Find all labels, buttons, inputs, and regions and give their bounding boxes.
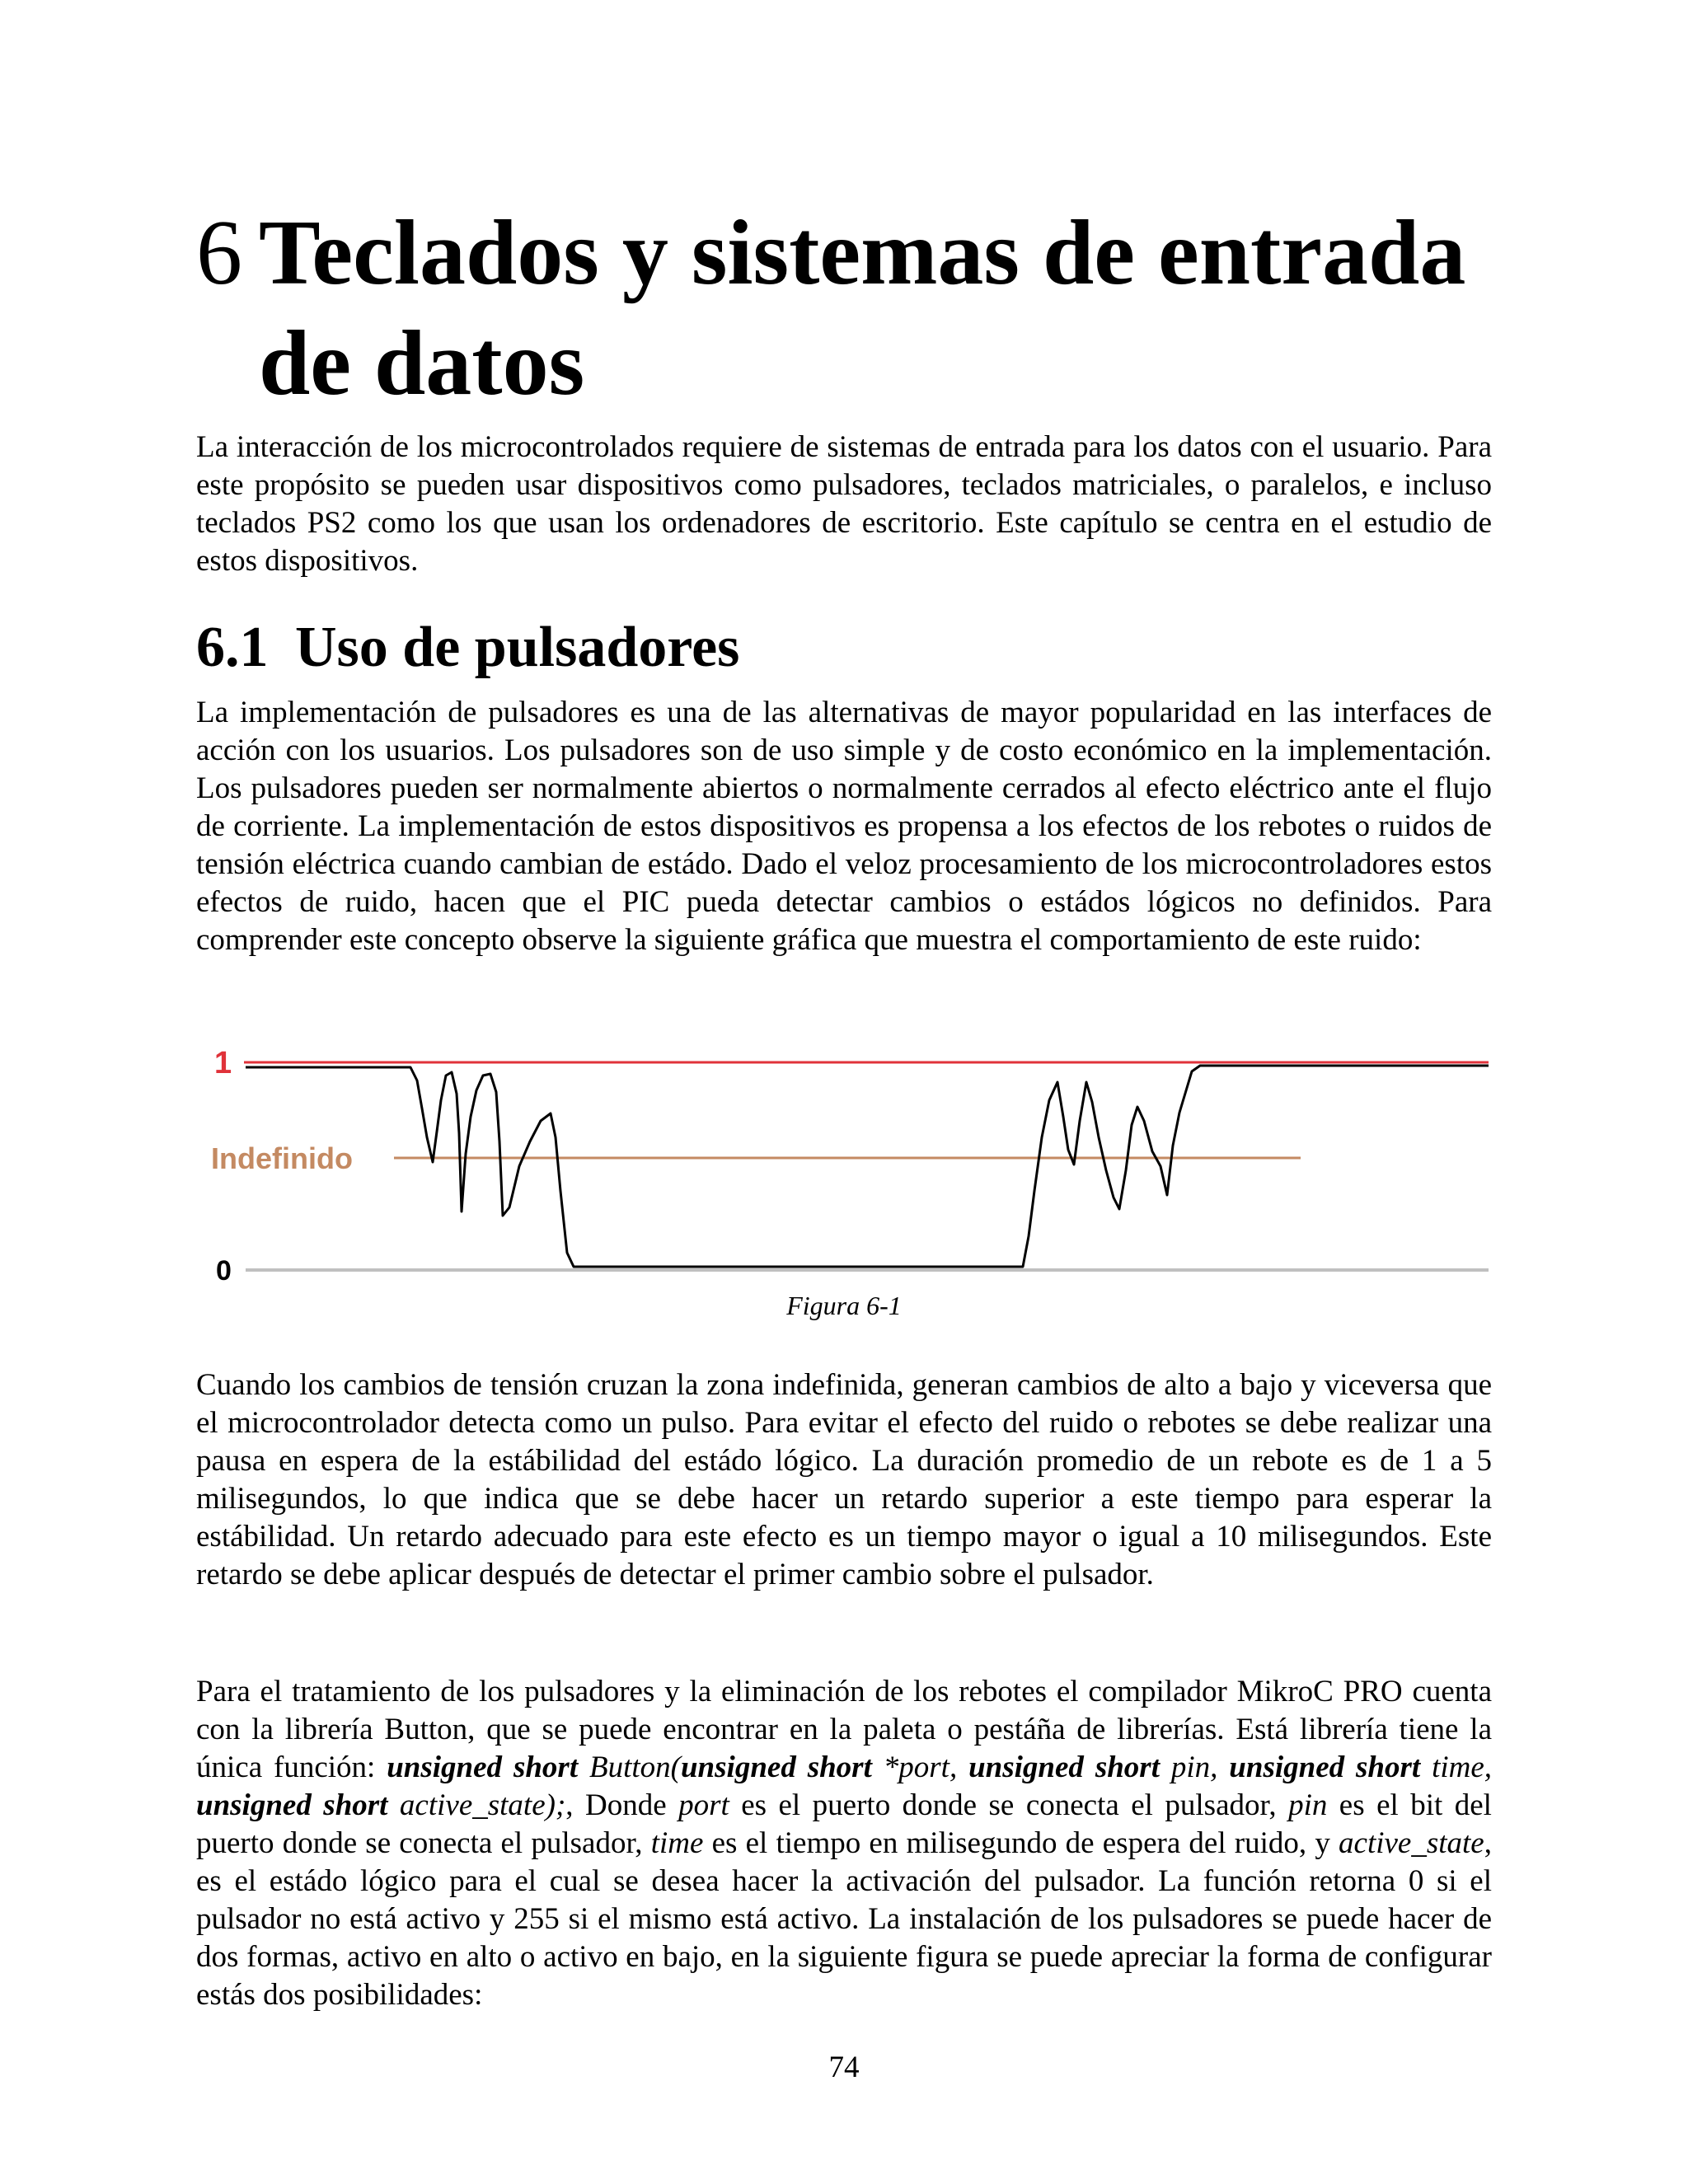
chapter-heading (196, 198, 1515, 419)
page-number: 74 (828, 2050, 860, 2084)
type-keyword: unsigned short (968, 1750, 1160, 1784)
para3-text-5: time, (1420, 1750, 1493, 1784)
body-paragraph-3 (196, 1673, 1492, 2014)
para3-text-2: Button( (578, 1750, 681, 1784)
para3-text-11: , es el estádo lógico para el cual se desea hacer la activación del pulsador. La función retorna 0 si el pulsador no está activo y 255 si el mismo está activo. La instalación de los pulsadores se puede hacer de dos formas, activo en alto o activo en bajo, en la siguiente figura se puede apreciar la forma de configurar estás dos posibilidades: (196, 1826, 1492, 2012)
type-keyword: unsigned short (1229, 1750, 1421, 1784)
type-keyword: unsigned short (387, 1750, 579, 1784)
para3-text-9: es el bit del puerto donde se conecta el pulsador, (196, 1788, 1492, 1860)
undefined-level-label: Indefinido (211, 1141, 353, 1175)
high-level-label: 1 (214, 1046, 232, 1080)
chapter-number: 6 (196, 202, 242, 304)
body-paragraph-1: La implementación de pulsadores es una de las alternativas de mayor popularidad en las interfaces de acción con los usuarios. Los pulsadores son de uso simple y de costo económico en la implementación. Los pulsadores pueden ser normalmente abiertos o normalmente cerrados al efecto eléctrico ante el flujo de corriente. La implementación de estos dispositivos es propensa a los efectos de los rebotes o ruidos de tensión eléctrica cuando cambian de estádo. Dado el veloz procesamiento de los microcontroladores estos efectos de ruido, hacen que el PIC pueda detectar cambios o estádos lógicos no definidos. Para comprender este concepto observe la siguiente gráfica que muestra el comportamiento de este ruido: (196, 696, 1492, 957)
noise-signal (246, 1066, 1489, 1267)
figure-caption: Figura 6-1 (786, 1291, 902, 1320)
chapter-title: Teclados y sistemas de entrada de datos (259, 202, 1466, 415)
section-number: 6.1 (196, 616, 269, 679)
para3-text-4: pin, (1159, 1750, 1230, 1784)
param-time: time (650, 1826, 704, 1860)
para3-text-6: active_state); (387, 1788, 566, 1822)
body-paragraph-2: Cuando los cambios de tensión cruzan la zona indefinida, generan cambios de alto a bajo y viceversa que el microcontrolador detecta como un pulso. Para evitar el efecto del ruido o rebotes se debe realizar una pausa en espera de la estábilidad del estádo lógico. La duración promedio de un rebote es de 1 a 5 milisegundos, lo que indica que se debe hacer un retardo superior a este tiempo para esperar la estábilidad. Un retardo adecuado para este efecto es un tiempo mayor o igual a 10 milisegundos. Este retardo se debe aplicar después de detectar el primer cambio sobre el pulsador. (196, 1368, 1492, 1591)
intro-paragraph: La interacción de los microcontrolados requiere de sistemas de entrada para los datos con el usuario. Para este propósito se pueden usar dispositivos como pulsadores, teclados matriciales, o paralelos, e incluso teclados PS2 como los que usan los ordenadores de escritorio. Este capítulo se centra en el estudio de estos dispositivos. (196, 430, 1492, 578)
param-pin: pin (1288, 1788, 1328, 1822)
section-title: Uso de pulsadores (295, 616, 740, 679)
para3-text-8: es el puerto donde se conecta el pulsador, (729, 1788, 1289, 1822)
low-level-label: 0 (216, 1255, 232, 1286)
param-port: port (678, 1788, 729, 1822)
para3-text-7: , Donde (565, 1788, 679, 1822)
param-active-state: active_state (1339, 1826, 1484, 1860)
bounce-noise-figure (196, 1026, 1492, 1298)
section-heading (196, 615, 739, 681)
para3-text-1: Para el tratamiento de los pulsadores y la eliminación de los rebotes el compilador MikroC PRO cuenta con la librería Button, que se puede encontrar en la paleta o pestáña de librerías. Está librería tiene la única función: (196, 1675, 1492, 1784)
type-keyword: unsigned short (196, 1788, 388, 1822)
para3-text-3: *port, (871, 1750, 969, 1784)
para3-text-10: es el tiempo en milisegundo de espera del ruido, y (703, 1826, 1339, 1860)
type-keyword: unsigned short (680, 1750, 872, 1784)
